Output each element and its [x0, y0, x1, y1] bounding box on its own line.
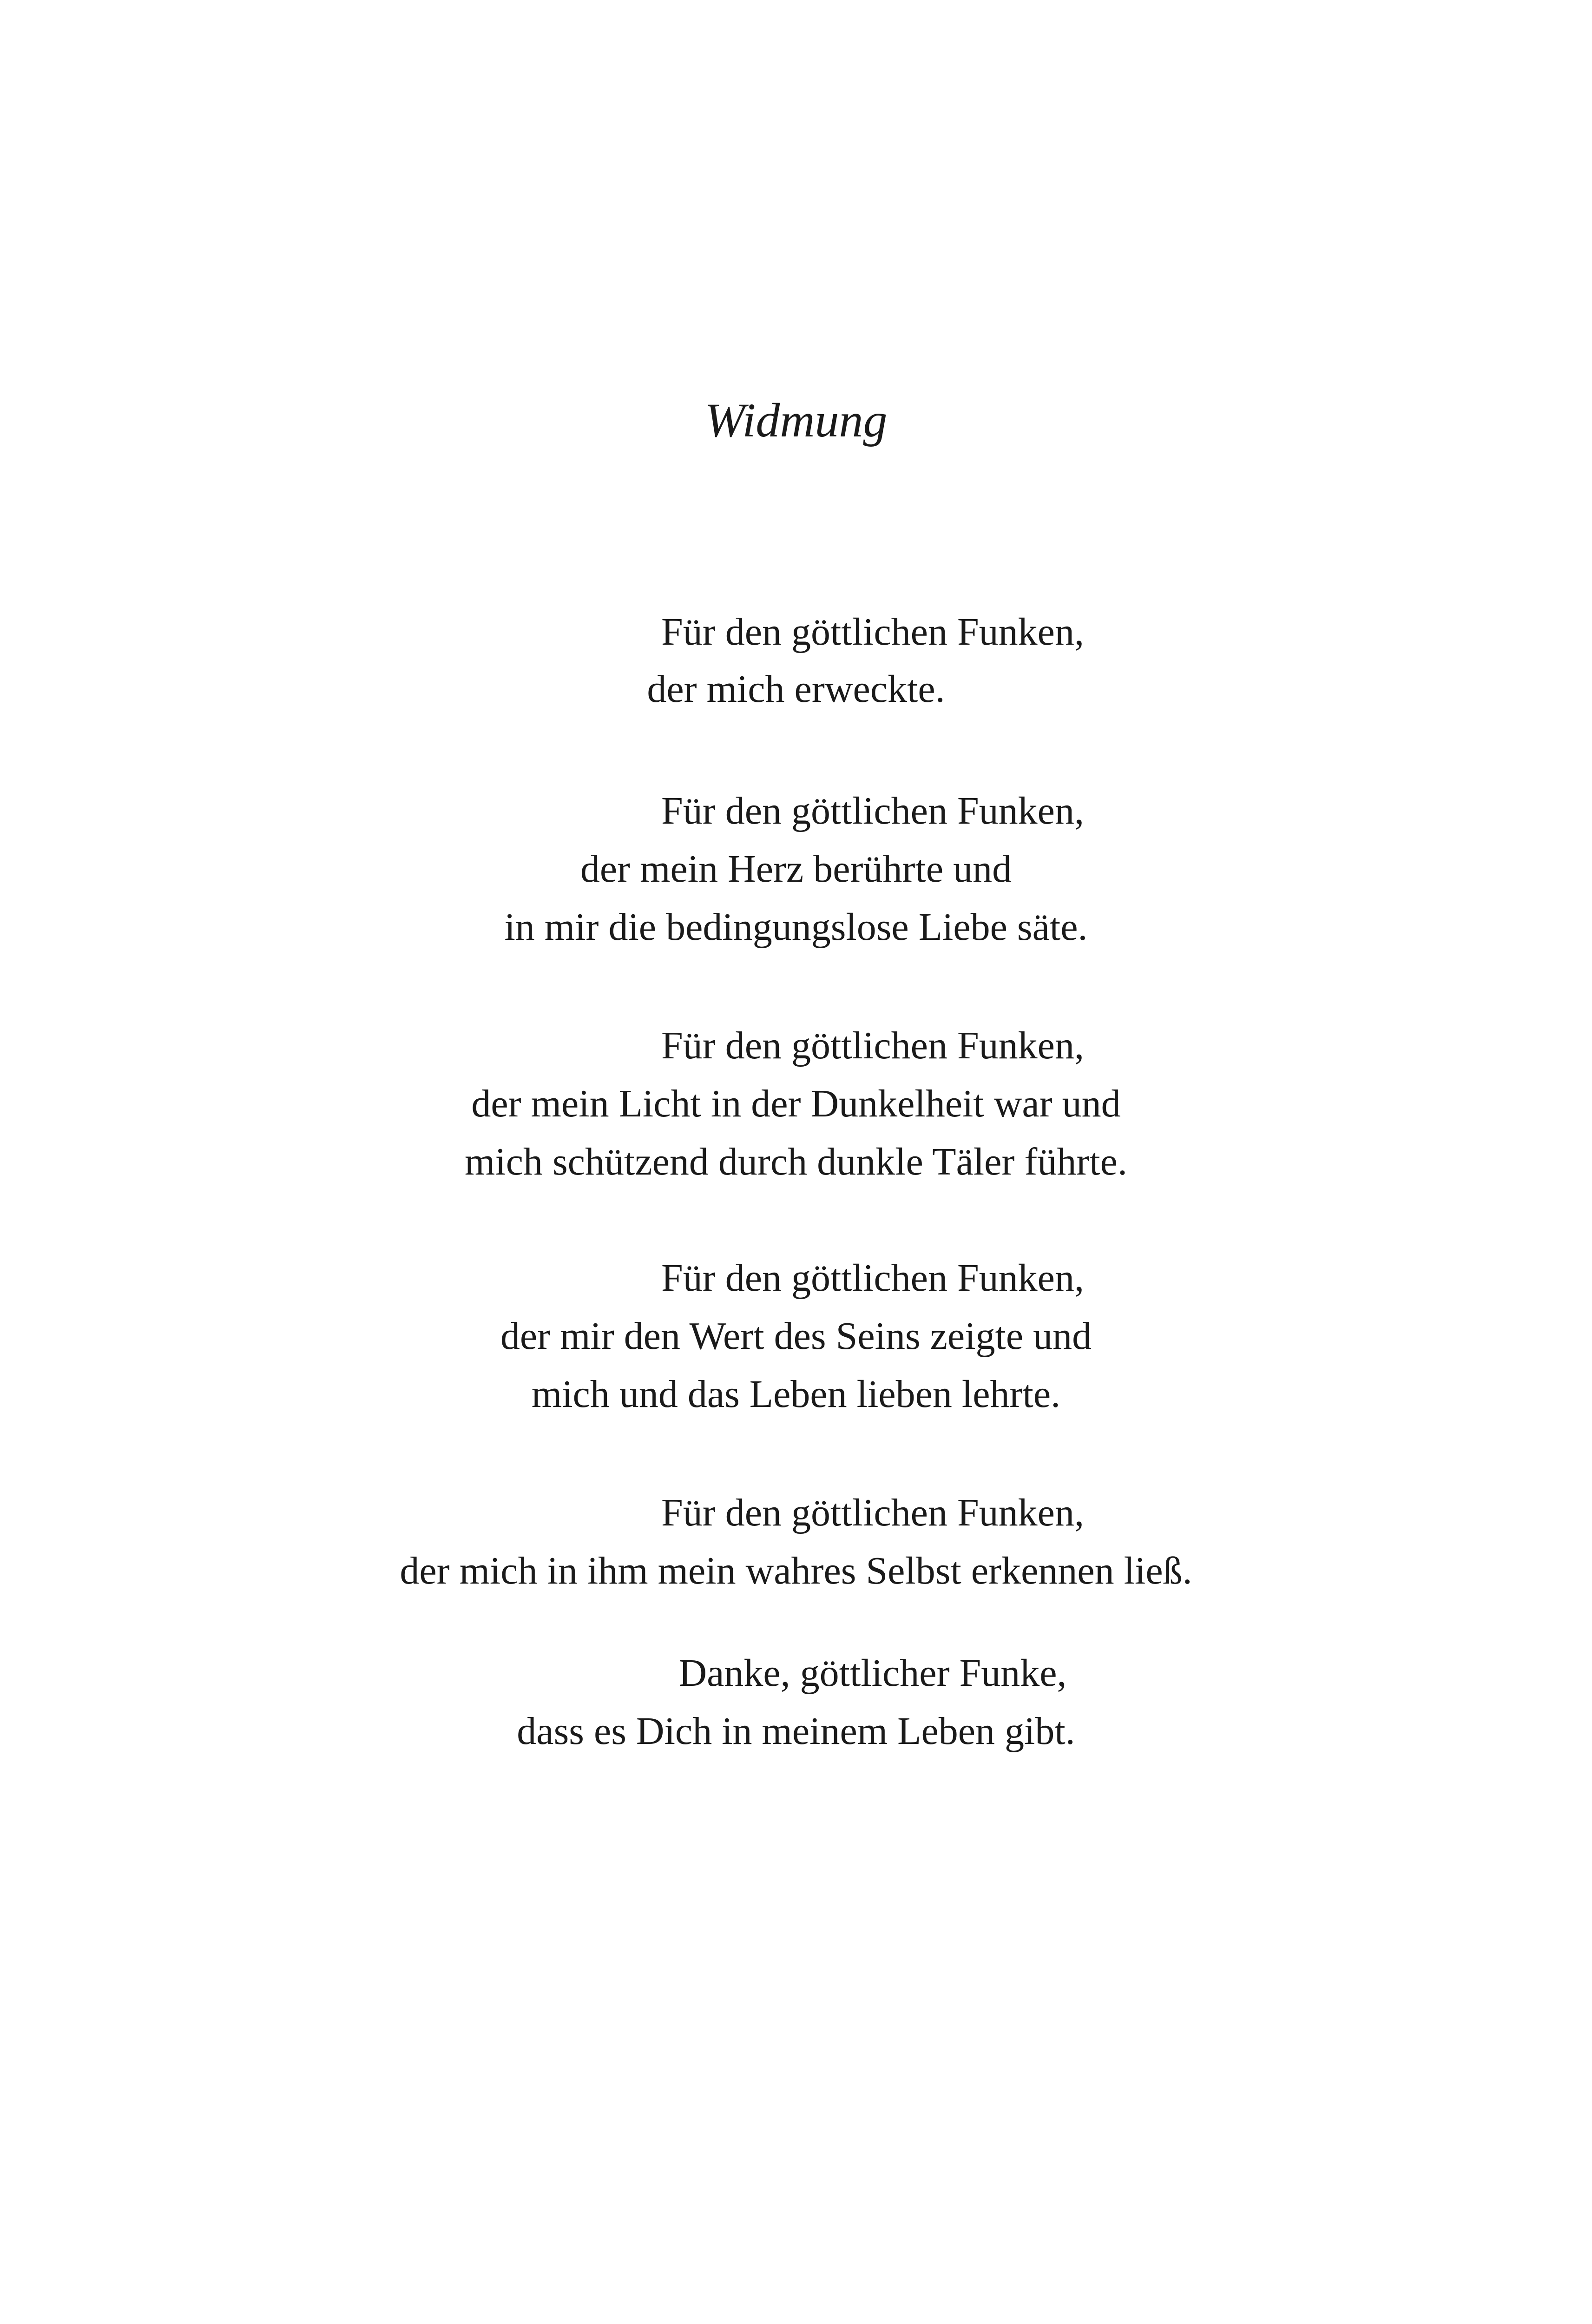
stanza-5-line-1: Für den göttlichen Funken,	[661, 1491, 1084, 1534]
stanza-4-line-1: Für den göttlichen Funken,	[661, 1256, 1084, 1300]
stanza-4-line-3: mich und das Leben lieben lehrte.	[531, 1373, 1061, 1416]
stanza-3-line-1: Für den göttlichen Funken,	[661, 1024, 1084, 1067]
stanza-2-line-1: Für den göttlichen Funken,	[661, 789, 1084, 832]
page-title: Widmung	[704, 394, 888, 447]
stanza-4-line-2: der mir den Wert des Seins zeigte und	[500, 1314, 1092, 1358]
stanza-6-line-1: Danke, göttlicher Funke,	[678, 1651, 1067, 1695]
stanza-6-line-2: dass es Dich in meinem Leben gibt.	[517, 1710, 1075, 1753]
stanza-3-line-2: der mein Licht in der Dunkelheit war und	[471, 1082, 1121, 1125]
stanza-2-line-3: in mir die bedingungslose Liebe säte.	[504, 905, 1088, 949]
stanza-5-line-2: der mich in ihm mein wahres Selbst erkennen ließ.	[400, 1549, 1192, 1592]
stanza-3-line-3: mich schützend durch dunkle Täler führte.	[465, 1140, 1127, 1183]
stanza-1-line-2: der mich erweckte.	[647, 667, 945, 711]
stanza-2-line-2: der mein Herz berührte und	[580, 847, 1012, 891]
stanza-1-line-1: Für den göttlichen Funken,	[661, 610, 1084, 654]
